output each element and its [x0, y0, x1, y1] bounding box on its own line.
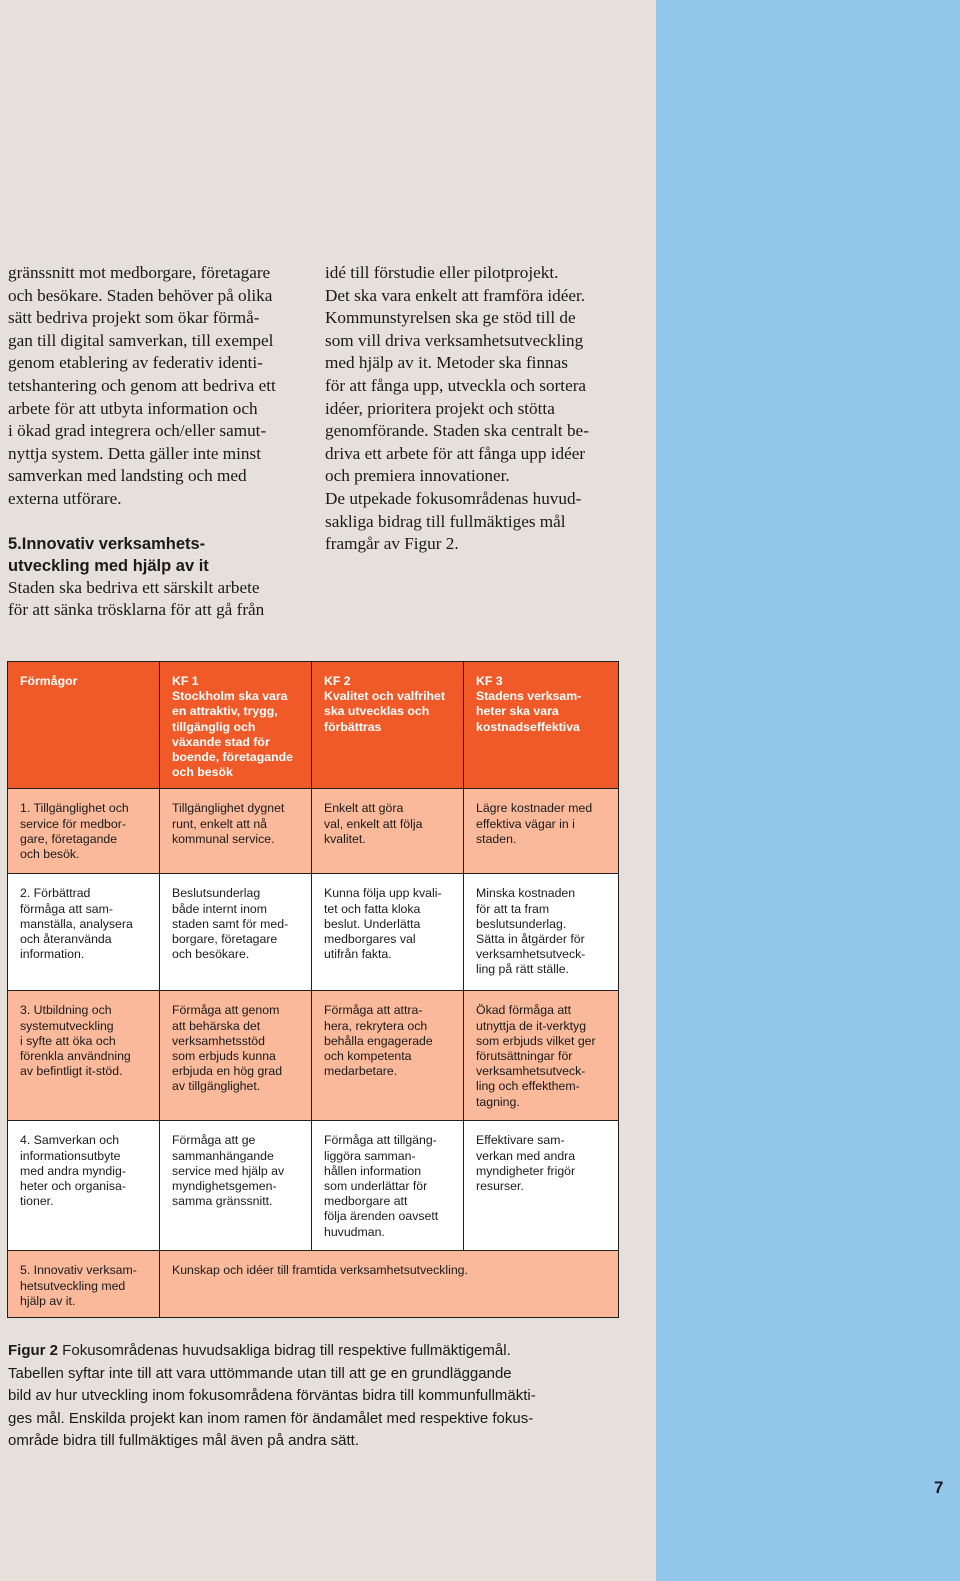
table-row — [8, 991, 619, 1121]
right-margin-band — [656, 0, 960, 1581]
section-body: Staden ska bedriva ett särskilt arbete för att sänka trösklarna för att gå från — [8, 577, 265, 620]
page-number: 7 — [934, 1478, 944, 1497]
figure-caption — [8, 1340, 644, 1453]
table-cell: 2. Förbättrad förmåga att sam- manställa, analysera och återanvända information. — [8, 874, 160, 991]
table-cell: 4. Samverkan och informationsutbyte med andra myndig- heter och organisa- tioner. — [8, 1121, 160, 1251]
focus-area-table — [7, 661, 619, 1318]
table-row-innovation — [8, 1251, 619, 1318]
table-cell: Effektivare sam- verkan med andra myndigheter frigör resurser. — [464, 1121, 619, 1251]
table-header-row — [8, 662, 619, 789]
table-cell: Enkelt att göra val, enkelt att följa kvalitet. — [312, 789, 464, 874]
table-row — [8, 1121, 619, 1251]
header-cell-kf2: KF 2 Kvalitet och valfrihet ska utvecklas och förbättras — [312, 662, 464, 789]
table-row — [8, 874, 619, 991]
table-cell: Förmåga att tillgäng- liggöra samman- hållen information som underlättar för medborgare att följa ärenden oavsett huvudman. — [312, 1121, 464, 1251]
table-cell: Förmåga att ge sammanhängande service med hjälp av myndighetsgemen- samma gränssnitt. — [160, 1121, 312, 1251]
table-cell: Minska kostnaden för att ta fram beslutsunderlag. Sätta in åtgärder för verksamhetsutveck- ling på rätt ställe. — [464, 874, 619, 991]
table-cell: Ökad förmåga att utnyttja de it-verktyg som erbjuds vilket ger förutsättningar för verksamhetsutveck- ling och effekthem- tagning. — [464, 991, 619, 1121]
table-cell: Lägre kostnader med effektiva vägar in i staden. — [464, 789, 619, 874]
header-cell-kf1: KF 1 Stockholm ska vara en attraktiv, trygg, tillgänglig och växande stad för boende, företagande och besök — [160, 662, 312, 789]
header-cell-kf3: KF 3 Stadens verksam- heter ska vara kostnadseffektiva — [464, 662, 619, 789]
table-cell: Tillgänglighet dygnet runt, enkelt att nå kommunal service. — [160, 789, 312, 874]
caption-label: Figur 2 — [8, 1342, 59, 1359]
table-cell: 1. Tillgänglighet och service för medbor- gare, företagande och besök. — [8, 789, 160, 874]
table-cell: 5. Innovativ verksam- hetsutveckling med hjälp av it. — [8, 1251, 160, 1318]
table-row — [8, 789, 619, 874]
table-cell: Förmåga att attra- hera, rekrytera och behålla engagerade och kompetenta medarbetare. — [312, 991, 464, 1121]
table-cell: Beslutsunderlag både internt inom staden samt för med- borgare, företagare och besökare. — [160, 874, 312, 991]
table-cell-spanning: Kunskap och idéer till framtida verksamhetsutveckling. — [160, 1251, 619, 1318]
header-cell-formagor: Förmågor — [8, 662, 160, 789]
left-text-column — [8, 262, 308, 622]
right-paragraph-2: De utpekade fokusområdenas huvud- sakliga bidrag till fullmäktiges mål framgår av Figur 2. — [325, 488, 582, 554]
section-heading: 5.Innovativ verksamhets- utveckling med hjälp av it — [8, 534, 209, 575]
caption-text: Fokusområdenas huvudsakliga bidrag till respektive fullmäktigemål. Tabellen syftar inte till att vara uttömmande utan till att ge en grundläggande bild av hur utveckling inom fokusområdena förväntas bidra till kommunfullmäkti- ges mål. Enskilda projekt kan inom ramen för ändamålet med respektive fokus- område bidra till fullmäktiges mål även på andra sätt. — [8, 1342, 536, 1450]
right-paragraph-1: idé till förstudie eller pilotprojekt. Det ska vara enkelt att framföra idéer. Kommunstyrelsen ska ge stöd till de som vill driva verksamhetsutveckling med hjälp av it. Metoder ska finnas för att fånga upp, utveckla och sortera idéer, prioritera projekt och stötta genomförande. Staden ska centralt be- driva ett arbete för att fånga upp idéer och premiera innovationer. — [325, 263, 589, 486]
right-text-column — [325, 262, 645, 556]
table-cell: 3. Utbildning och systemutveckling i syfte att öka och förenkla användning av befintligt it-stöd. — [8, 991, 160, 1121]
left-paragraph: gränssnitt mot medborgare, företagare och besökare. Staden behöver på olika sätt bedriva projekt som ökar förmå- gan till digital samverkan, till exempel genom etablering av federativ identi- tetshantering och genom att bedriva ett arbete för att utbyta information och i ökad grad integrera och/eller samut- nyttja system. Detta gäller inte minst samverkan med landsting och med externa utförare. — [8, 263, 276, 508]
table-cell: Kunna följa upp kvali- tet och fatta kloka beslut. Underlätta medborgares val utifrån fakta. — [312, 874, 464, 991]
table-cell: Förmåga att genom att behärska det verksamhetsstöd som erbjuds kunna erbjuda en hög grad av tillgänglighet. — [160, 991, 312, 1121]
